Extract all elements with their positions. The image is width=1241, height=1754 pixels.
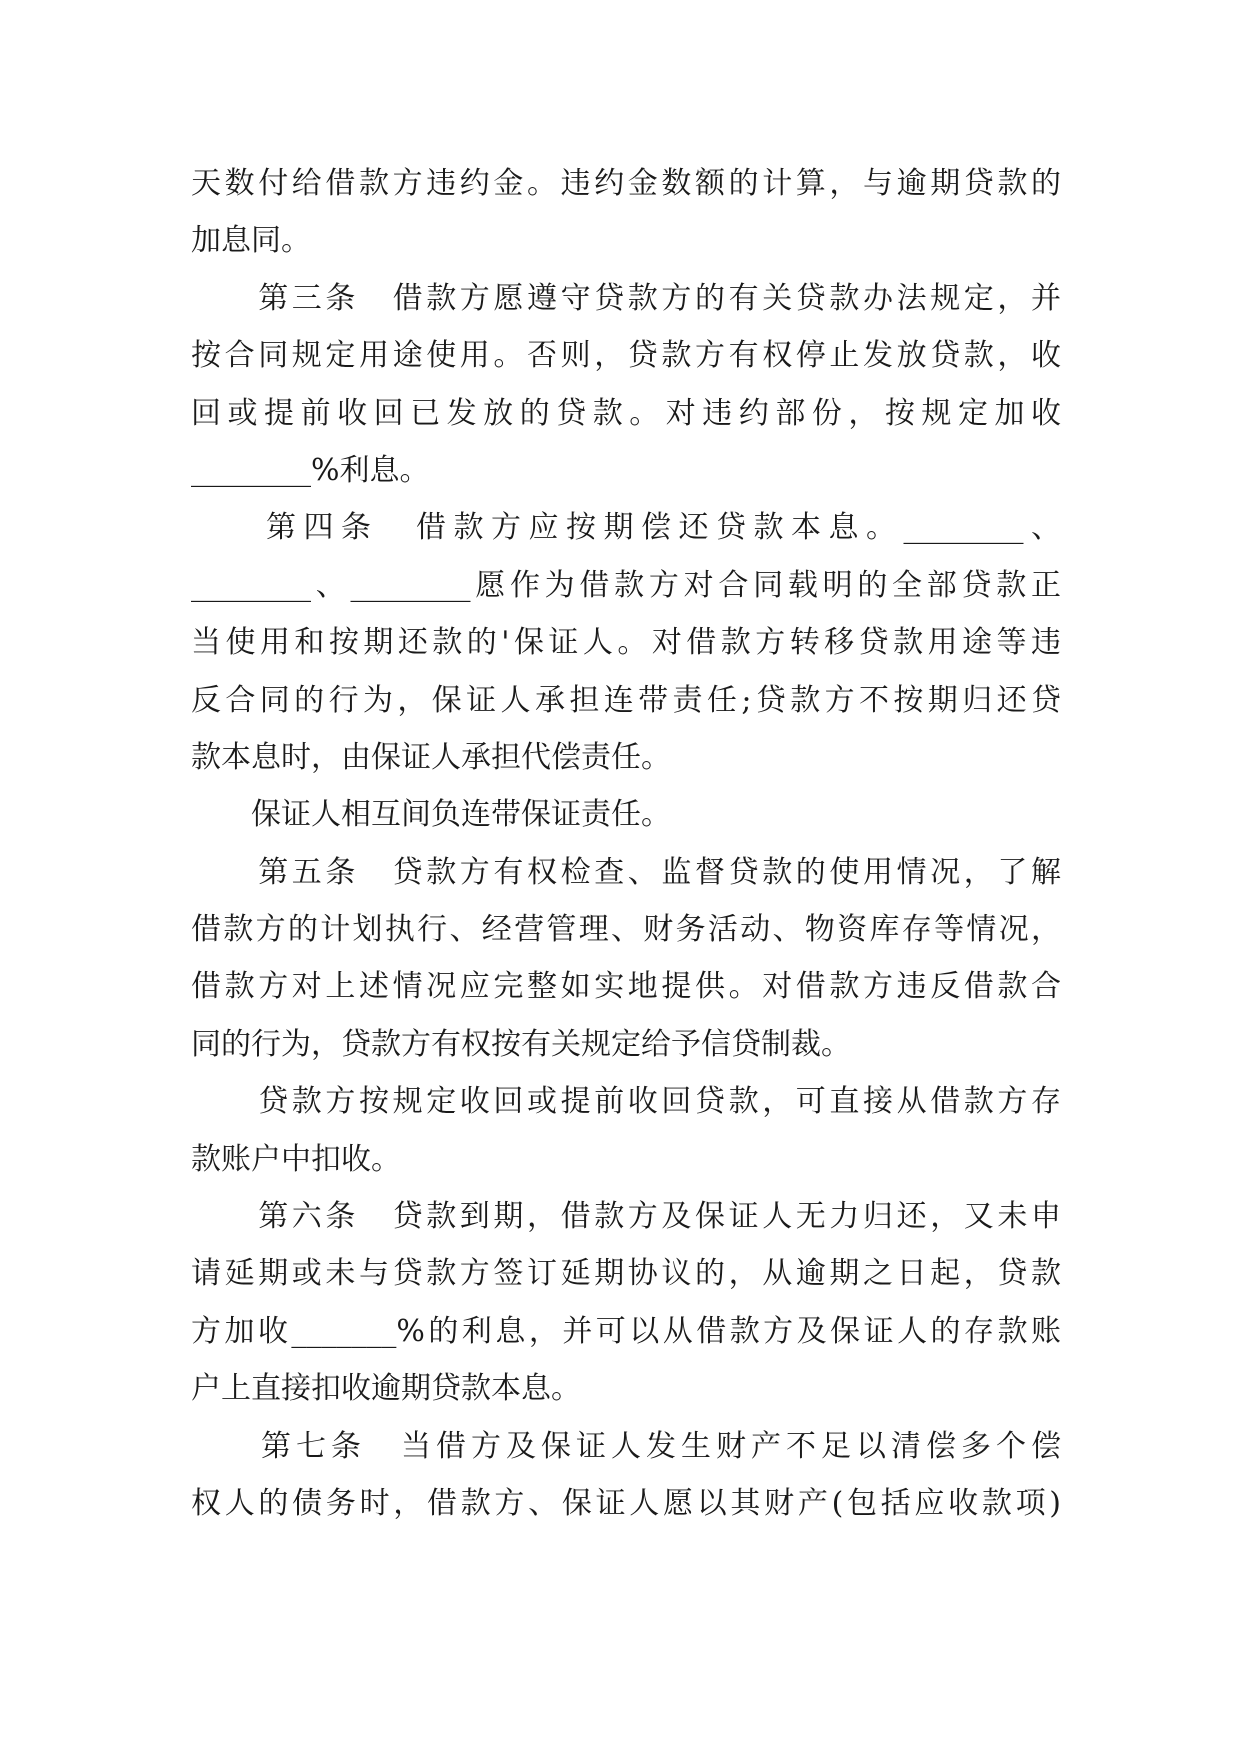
- text-line: 按合同规定用途使用。否则，贷款方有权停止发放贷款，收: [191, 338, 1061, 374]
- article-3-heading-line: 第三条 借款方愿遵守贷款方的有关贷款办法规定，并: [191, 280, 1061, 316]
- text-line: 回或提前收回已发放的贷款。对违约部份，按规定加收: [191, 395, 1061, 431]
- article-4-heading-line: 第四条 借款方应按期偿还贷款本息。________、: [191, 510, 1061, 546]
- text-line: 借款方对上述情况应完整如实地提供。对借款方违反借款合: [191, 969, 1061, 1005]
- text-line: 权人的债务时，借款方、保证人愿以其财产(包括应收款项): [191, 1485, 1061, 1521]
- text-line: 天数付给借款方违约金。违约金数额的计算，与逾期贷款的: [191, 166, 1061, 201]
- text-line: 贷款方按规定收回或提前收回贷款，可直接从借款方存: [191, 1084, 1061, 1120]
- text-line: 方加收_______%的利息，并可以从借款方及保证人的存款账: [191, 1313, 1061, 1349]
- text-line: 反合同的行为，保证人承担连带责任;贷款方不按期归还贷: [191, 682, 1061, 718]
- text-line: ________、________愿作为借款方对合同载明的全部贷款正: [191, 567, 1061, 603]
- text-line: 款本息时，由保证人承担代偿责任。: [191, 739, 671, 775]
- contract-body: [191, 155, 1061, 1532]
- article-6-heading-line: 第六条 贷款到期，借款方及保证人无力归还，又未申: [191, 1199, 1061, 1235]
- article-5-heading-line: 第五条 贷款方有权检查、监督贷款的使用情况，了解: [191, 854, 1061, 890]
- text-line: 保证人相互间负连带保证责任。: [191, 797, 671, 833]
- text-line: 加息同。: [191, 223, 311, 259]
- text-line: 同的行为，贷款方有权按有关规定给予信贷制裁。: [191, 1026, 851, 1062]
- text-line: 款账户中扣收。: [191, 1141, 401, 1177]
- text-line: 请延期或未与贷款方签订延期协议的，从逾期之日起，贷款: [191, 1256, 1061, 1292]
- text-line: 当使用和按期还款的'保证人。对借款方转移贷款用途等违: [191, 625, 1061, 661]
- text-line: ________%利息。: [191, 452, 430, 488]
- article-7-heading-line: 第七条 当借方及保证人发生财产不足以清偿多个偿: [191, 1428, 1061, 1464]
- text-line: 借款方的计划执行、经营管理、财务活动、物资库存等情况，: [191, 912, 1061, 948]
- text-line: 户上直接扣收逾期贷款本息。: [191, 1371, 581, 1407]
